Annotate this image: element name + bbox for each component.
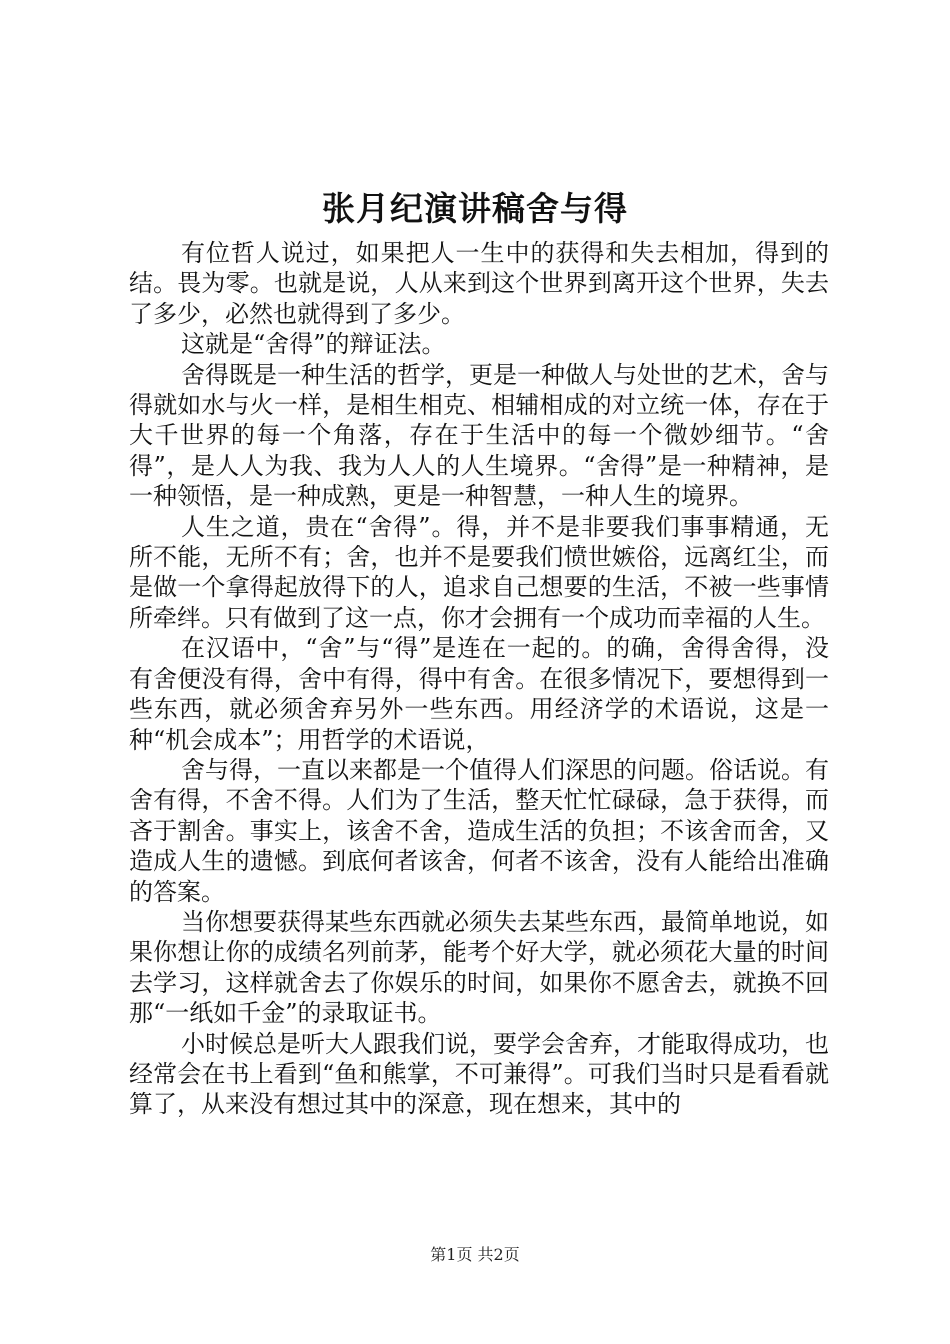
- paragraph-3: 舍得既是一种生活的哲学，更是一种做人与处世的艺术，舍与得就如水与火一样，是相生相克、相辅相成的对立统一体，存在于大千世界的每一个角落，存在于生活中的每一个微妙细节。“舍得”，是人人为我、我为人人的人生境界。“舍得”是一种精神，是一种领悟，是一种成熟，更是一种智慧，一种人生的境界。: [129, 360, 829, 511]
- paragraph-8: 小时候总是听大人跟我们说，要学会舍弃，才能取得成功，也经常会在书上看到“鱼和熊掌，不可兼得”。可我们当时只是看看就算了，从来没有想过其中的深意，现在想来，其中的: [129, 1029, 829, 1119]
- paragraph-1: 有位哲人说过，如果把人一生中的获得和失去相加，得到的结。畏为零。也就是说，人从来到这个世界到离开这个世界，失去了多少，必然也就得到了多少。: [129, 239, 829, 328]
- paragraph-5: 在汉语中，“舍”与“得”是连在一起的。的确，舍得舍得，没有舍便没有得，舍中有得，得中有舍。在很多情况下，要想得到一些东西，就必须舍弃另外一些东西。用经济学的术语说，这是一种“机会成本”；用哲学的术语说，: [129, 634, 829, 754]
- paragraph-7: 当你想要获得某些东西就必须失去某些东西，最简单地说，如果你想让你的成绩名列前茅，能考个好大学，就必须花大量的时间去学习，这样就舍去了你娱乐的时间，如果你不愿舍去，就换不回那“一纸如千金”的录取证书。: [129, 907, 829, 1028]
- paragraph-6: 舍与得，一直以来都是一个值得人们深思的问题。俗话说。有舍有得，不舍不得。人们为了生活，整天忙忙碌碌，急于获得，而吝于割舍。事实上，该舍不舍，造成生活的负担；不该舍而舍，又造成人生的遗憾。到底何者该舍，何者不该舍，没有人能给出准确的答案。: [129, 755, 829, 906]
- paragraph-2: 这就是“舍得”的辩证法。: [181, 330, 446, 359]
- page-footer: 第1页 共2页: [430, 1245, 520, 1264]
- document-body: [129, 238, 829, 1120]
- paragraph-4: 人生之道，贵在“舍得”。得，并不是非要我们事事精通，无所不能，无所不有；舍，也并不是要我们愤世嫉俗，远离红尘，而是做一个拿得起放得下的人，追求自己想要的生活，不被一些事情所牵绊。只有做到了这一点，你才会拥有一个成功而幸福的人生。: [129, 512, 829, 632]
- document-title: 张月纪演讲稿舍与得: [322, 189, 628, 228]
